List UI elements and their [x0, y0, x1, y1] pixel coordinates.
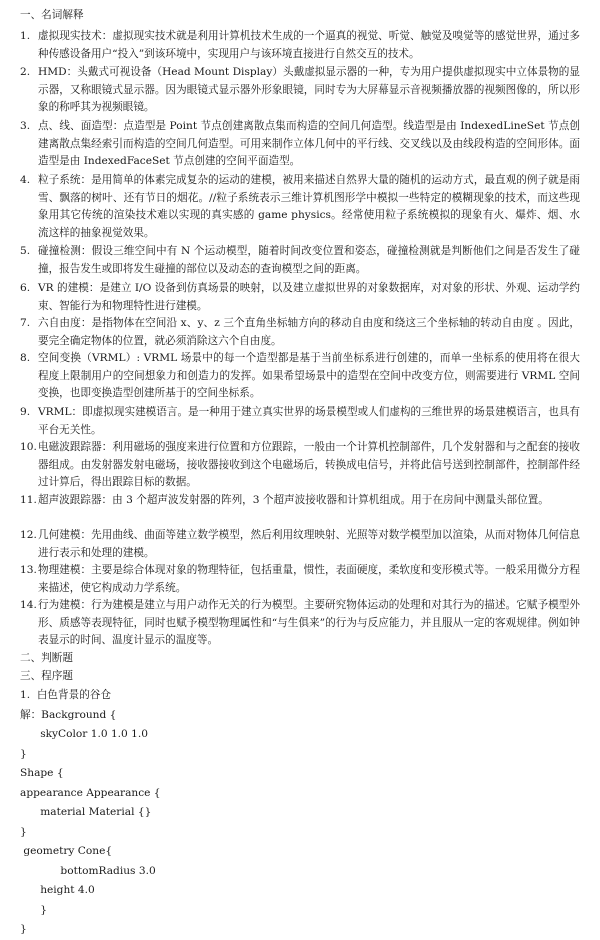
item-text: 几何建模：先用曲线、曲面等建立数学模型，然后利用纹理映射、光照等对数学模型加以渲染，从而对物体几何信息进行表示和处理的建模。 [38, 529, 580, 559]
code-line: appearance Appearance { [20, 786, 161, 799]
item-number: 6. [20, 282, 31, 294]
glossary-item-5 [20, 243, 580, 278]
code-line: } [20, 923, 27, 935]
section-title-glossary: 一、名词解释 [20, 9, 84, 21]
section-title-true-false: 二、判断题 [20, 652, 73, 664]
item-text: 行为建模：行为建模是建立与用户动作无关的行为模型。主要研究物体运动的处理和对其行为的描述。它赋予模型外形、质感等表现特征，同时也赋予模型物理属性和“与生俱来”的行为与反应能力，并且服从一定的客观规律。例如钟表显示的时间、温度计显示的温度等。 [38, 599, 580, 647]
item-number: 14. [20, 599, 37, 611]
code-line: skyColor 1.0 1.0 1.0 [20, 728, 149, 740]
code-line: } [20, 747, 27, 760]
code-line: 1. 白色背景的谷仓 [20, 689, 111, 701]
item-text: 电磁波跟踪器：利用磁场的强度来进行位置和方位跟踪，一般由一个计算机控制部件，几个发射器和与之配套的接收器组成。由发射器发射电磁场，接收器接收到这个电磁场后，转换成电信号，并将此信号送到控制部件，控制部件经过计算后，得出跟踪目标的数据。 [38, 441, 580, 489]
glossary-item-2 [20, 64, 580, 117]
item-text: 粒子系统：是用简单的体素完成复杂的运动的建模，被用来描述自然界大量的随机的运动方式，最直观的例子就是雨雪、飘落的树叶、还有节日的烟花。//粒子系统表示三维计算机图形学中模拟一些特定的模糊现象的技术，而这些现象用其它传统的渲染技术难以实现的真实感的 game physics。经常使用粒子系统模拟的现象有火、爆炸、烟、水流这样的抽象视觉效果。 [38, 174, 580, 239]
glossary-item-6 [20, 280, 580, 315]
item-text: 物理建模：主要是综合体现对象的物理特征，包括重量，惯性，表面硬度，柔软度和变形模式等。一般采用微分方程来描述，使它构成动力学系统。 [38, 564, 580, 594]
glossary-item-9 [20, 404, 580, 439]
item-number: 1. [20, 30, 31, 42]
item-text: VR 的建模：是建立 I/O 设备到仿真场景的映射，以及建立虚拟世界的对象数据库，对对象的形状、外观、运动学约束、智能行为和物理特性进行建模。 [38, 282, 580, 312]
item-text: 虚拟现实技术：虚拟现实技术就是利用计算机技术生成的一个逼真的视觉、听觉、触觉及嗅觉等的感觉世界，通过多种传感设备用户“投入”到该环境中，实现用户与该环境直接进行自然交互的技术。 [38, 30, 580, 60]
item-number: 13. [20, 564, 37, 576]
glossary-item-12 [20, 527, 580, 562]
glossary-item-4 [20, 172, 580, 242]
item-text: 点、线、面造型：点造型是 Point 节点创建离散点集而构造的空间几何造型。线造型是由 IndexedLineSet 节点创建离散点集经索引而构造的空间几何造型。可用来制作立体几何中的平行线、交叉线以及由线段构造的空间形体。面造型是由 IndexedFaceSet 节点创建的空间平面造型。 [38, 120, 580, 168]
glossary-item-11 [20, 492, 580, 510]
item-text: HMD：头戴式可视设备（Head Mount Display）头戴虚拟显示器的一种，专为用户提供虚拟现实中立体景物的显示器，又称眼镜式显示器。因为眼镜式显示器外形象眼镜，同时专为大屏幕显示音视频播放器的视频图像的，所以形象的称呼其为视频眼镜。 [38, 66, 580, 114]
item-number: 4. [20, 174, 31, 186]
glossary-item-3 [20, 118, 580, 171]
glossary-item-10 [20, 439, 580, 492]
item-number: 7. [20, 317, 31, 329]
glossary-item-14 [20, 597, 580, 650]
code-line: material Material {} [20, 806, 152, 818]
item-number: 2. [20, 66, 31, 78]
code-line: } [20, 903, 47, 916]
item-text: 六自由度：是指物体在空间沿 x、y、z 三个直角坐标轴方向的移动自由度和绕这三个坐标轴的转动自由度 。因此，要完全确定物体的位置，就必须消除这六个自由度。 [38, 317, 580, 347]
glossary-item-8 [20, 350, 580, 403]
item-number: 3. [20, 120, 31, 132]
item-text: 空间变换（VRML）: VRML 场景中的每一个造型都是基于当前坐标系进行创建的，而单一坐标系的使用将在很大程度上限制用户的空间想象力和创造力的发挥。如果希望场景中的造型在空间中改变方位，则需要进行 VRML 空间变换，也即变换造型创建所基于的空间坐标系。 [38, 352, 580, 400]
item-number: 5. [20, 245, 31, 257]
glossary-item-1 [20, 28, 580, 63]
item-number: 11. [20, 494, 37, 506]
item-number: 9. [20, 406, 31, 418]
glossary-item-7 [20, 315, 580, 350]
code-block [20, 686, 161, 940]
code-line: geometry Cone{ [20, 845, 113, 857]
item-text: VRML：即虚拟现实建模语言。是一种用于建立真实世界的场景模型或人们虚构的三维世界的场景建模语言，也具有平台无关性。 [38, 406, 581, 436]
code-line: height 4.0 [20, 884, 95, 896]
code-line: } [20, 825, 27, 838]
section-title-programming: 三、程序题 [20, 670, 73, 682]
code-line: bottomRadius 3.0 [20, 864, 156, 877]
glossary-item-13 [20, 562, 580, 597]
item-number: 10. [20, 441, 37, 453]
code-line: Shape { [20, 767, 64, 779]
item-number: 12. [20, 529, 37, 541]
code-line: 解：Background { [20, 708, 117, 721]
item-number: 8. [20, 352, 31, 364]
item-text: 碰撞检测：假设三维空间中有 N 个运动模型，随着时间改变位置和姿态，碰撞检测就是判断他们之间是否发生了碰撞，报告发生或即将发生碰撞的部位以及动态的查询模型之间的距离。 [38, 245, 580, 275]
item-text: 超声波跟踪器：由 3 个超声波发射器的阵列，3 个超声波接收器和计算机组成。用于在房间中测量头部位置。 [38, 494, 549, 506]
